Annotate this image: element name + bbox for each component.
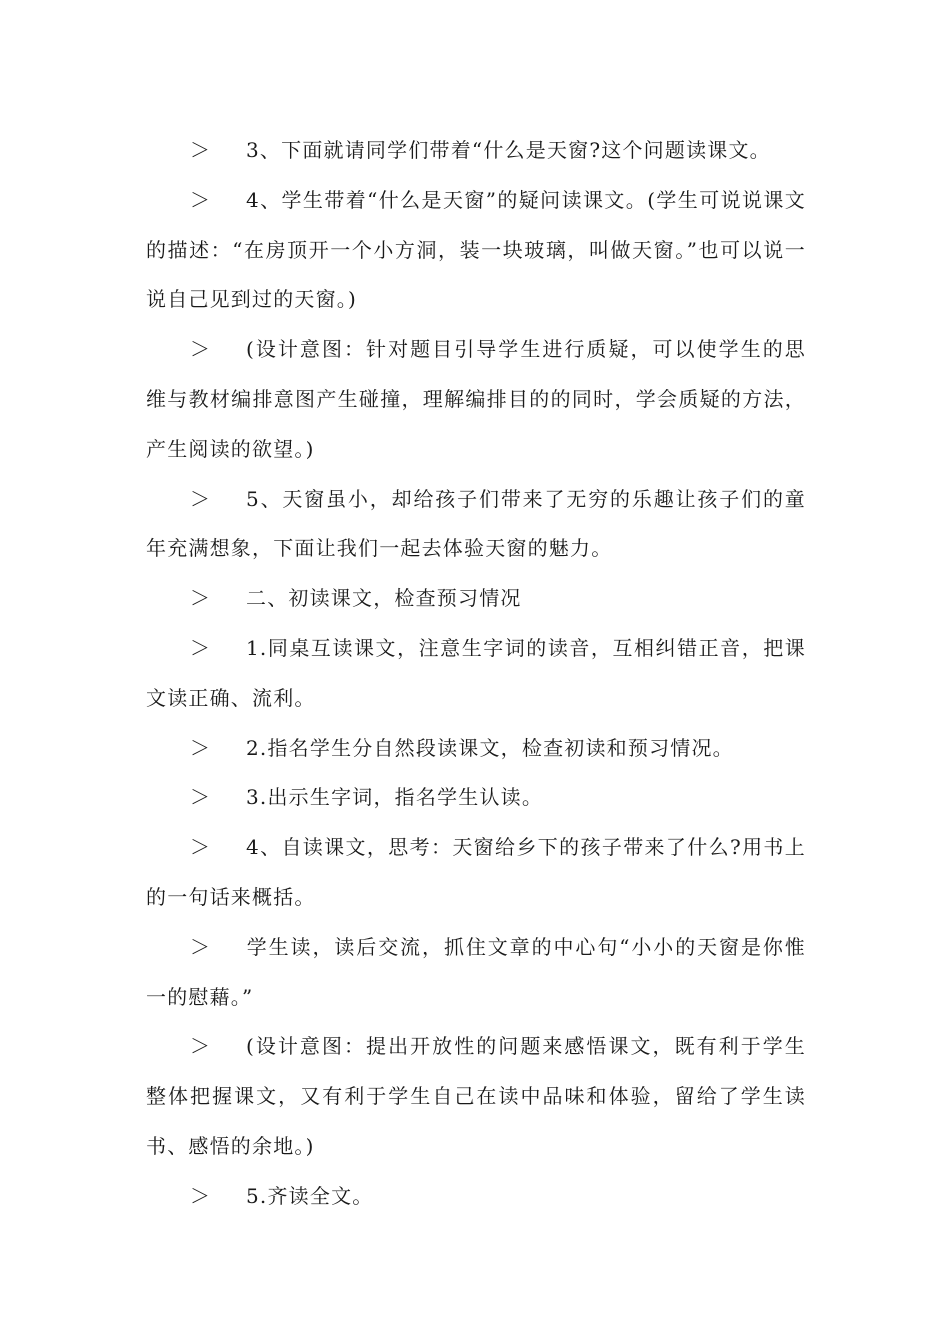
paragraph-text: 4、自读课文，思考：天窗给乡下的孩子带来了什么?用书上的一句话来概括。 xyxy=(146,835,806,909)
paragraph xyxy=(146,126,806,176)
bullet-marker: ＞ xyxy=(190,187,212,212)
bullet-marker: ＞ xyxy=(190,835,212,860)
paragraph-text: (设计意图：提出开放性的问题来感悟课文，既有利于学生整体把握课文，又有利于学生自己在读中品味和体验，留给了学生读书、感悟的余地。) xyxy=(146,1034,806,1158)
paragraph-text: 5、天窗虽小，却给孩子们带来了无穷的乐趣让孩子们的童年充满想象，下面让我们一起去体验天窗的魅力。 xyxy=(146,486,806,561)
bullet-marker: ＞ xyxy=(190,586,212,611)
document-body xyxy=(146,126,806,1222)
bullet-marker: ＞ xyxy=(190,785,212,810)
paragraph-text: 3、下面就请同学们带着“什么是天窗?这个问题读课文。 xyxy=(246,138,771,162)
paragraph xyxy=(146,475,806,575)
paragraph-text: 3.出示生字词，指名学生认读。 xyxy=(246,785,544,810)
paragraph xyxy=(146,325,806,474)
paragraph-text: 5.齐读全文。 xyxy=(246,1183,374,1208)
paragraph xyxy=(146,624,806,724)
paragraph-text: 学生读，读后交流，抓住文章的中心句“小小的天窗是你惟一的慰藉。” xyxy=(146,934,806,1009)
paragraph xyxy=(146,1022,806,1171)
bullet-marker: ＞ xyxy=(190,635,212,660)
bullet-marker: ＞ xyxy=(190,1183,212,1208)
paragraph-text: 1.同桌互读课文，注意生字词的读音，互相纠错正音，把课文读正确、流利。 xyxy=(146,635,806,710)
bullet-marker: ＞ xyxy=(190,337,212,362)
paragraph xyxy=(146,724,806,774)
bullet-marker: ＞ xyxy=(190,1034,212,1059)
bullet-marker: ＞ xyxy=(190,138,212,162)
paragraph-text: 4、学生带着“什么是天窗”的疑问读课文。(学生可说说课文的描述：“在房顶开一个小方洞，装一块玻璃，叫做天窗。”也可以说一说自己见到过的天窗。) xyxy=(146,187,806,312)
paragraph xyxy=(146,923,806,1023)
section-heading xyxy=(146,574,806,624)
paragraph xyxy=(146,823,806,923)
bullet-marker: ＞ xyxy=(190,934,212,959)
paragraph xyxy=(146,1172,806,1222)
bullet-marker: ＞ xyxy=(190,735,212,760)
paragraph-text: 2.指名学生分自然段读课文，检查初读和预习情况。 xyxy=(246,735,734,760)
paragraph-text: 二、初读课文，检查预习情况 xyxy=(246,586,522,611)
paragraph xyxy=(146,176,806,325)
paragraph xyxy=(146,773,806,823)
paragraph-text: (设计意图：针对题目引导学生进行质疑，可以使学生的思维与教材编排意图产生碰撞，理解编排目的的同时，学会质疑的方法，产生阅读的欲望。) xyxy=(146,337,806,461)
bullet-marker: ＞ xyxy=(190,486,212,511)
